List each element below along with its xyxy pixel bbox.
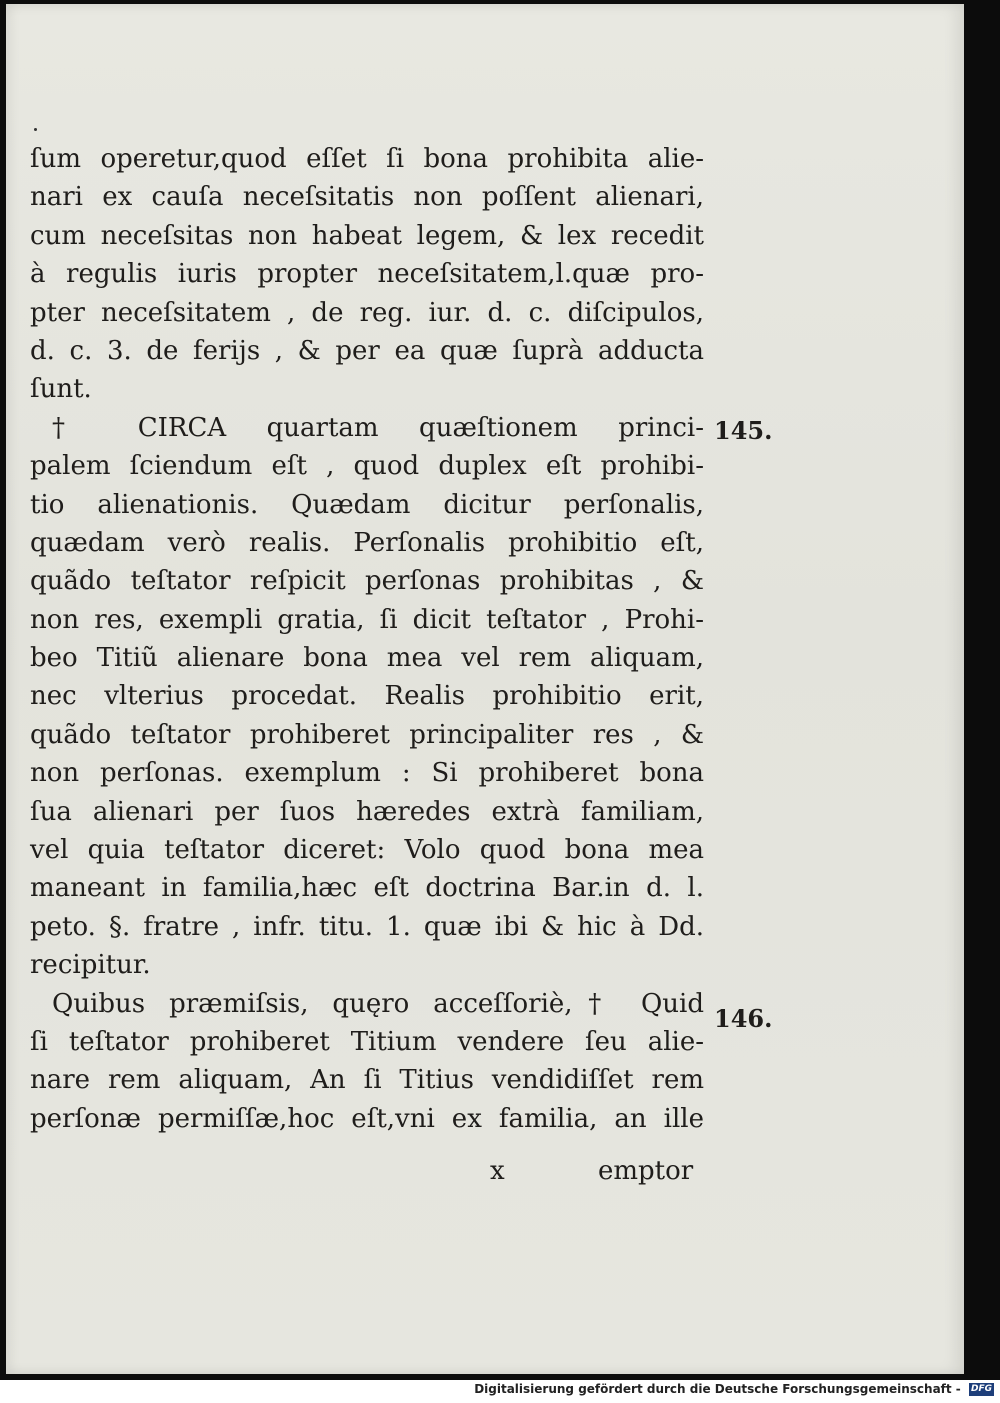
credit-text: Digitalisierung gefördert durch die Deutsche Forschungsgemeinschaft - bbox=[474, 1382, 961, 1396]
text-line: ſi teſtator prohiberet Titium vendere ſeu alie- bbox=[30, 1026, 704, 1057]
text-line: nare rem aliquam, An ſi Titius vendidiſſet rem bbox=[30, 1065, 704, 1096]
text-line: quãdo teſtator prohiberet principaliter res , & bbox=[30, 719, 704, 750]
text-line: † CIRCA quartam quæſtionem princi- bbox=[52, 412, 704, 443]
text-line: vel quia teſtator diceret: Volo quod bona mea bbox=[30, 835, 704, 866]
text-line: cum neceſsitas non habeat legem, & lex recedit bbox=[30, 220, 704, 251]
text-line: d. c. 3. de ferijs , & per ea quæ ſuprà adducta bbox=[30, 335, 704, 366]
text-line: quãdo teſtator reſpicit perſonas prohibitas , & bbox=[30, 566, 704, 597]
signature-mark: x bbox=[490, 1156, 505, 1186]
text-line: non res, exempli gratia, ſi dicit teſtator , Prohi- bbox=[30, 604, 704, 635]
text-line: maneant in familia,hæc eſt doctrina Bar.in d. l. bbox=[30, 873, 704, 904]
text-line: peto. §. fratre , infr. titu. 1. quæ ibi & hic à Dd. bbox=[30, 911, 704, 942]
text-line: beo Titiũ alienare bona mea vel rem aliquam, bbox=[30, 643, 704, 674]
text-line: pter neceſsitatem , de reg. iur. d. c. diſcipulos, bbox=[30, 297, 704, 328]
dfg-logo-icon: DFG bbox=[970, 1384, 992, 1394]
text-line: quædam verò realis. Perſonalis prohibitio eſt, bbox=[30, 527, 704, 558]
margin-number-145: 145. bbox=[714, 416, 773, 445]
margin-number-146: 146. bbox=[714, 1004, 773, 1033]
text-line: ſum operetur,quod eſſet ſi bona prohibita alie- bbox=[30, 144, 704, 174]
text-line: recipitur. bbox=[30, 950, 151, 981]
text-line: nec vlterius procedat. Realis prohibitio erit, bbox=[30, 681, 704, 712]
text-line: tio alienationis. Quædam dicitur perſonalis, bbox=[30, 489, 704, 520]
ink-dot bbox=[34, 128, 37, 131]
catchword: emptor bbox=[598, 1156, 694, 1186]
book-page bbox=[6, 4, 964, 1374]
text-line: ſua alienari per ſuos hæredes extrà familiam, bbox=[30, 796, 704, 827]
text-line: nari ex cauſa neceſsitatis non poſſent alienari, bbox=[30, 182, 704, 213]
text-line: perſonæ permiſſæ,hoc eſt,vni ex familia, an ille bbox=[30, 1103, 704, 1134]
text-line: non perſonas. exemplum : Si prohiberet bona bbox=[30, 758, 704, 789]
text-line: palem ſciendum eſt , quod duplex eſt prohibi- bbox=[30, 451, 704, 482]
text-line: ſunt. bbox=[30, 374, 92, 405]
body-text bbox=[30, 140, 704, 1138]
text-line: Quibus præmiſsis, quęro acceſſoriè,† Quid bbox=[52, 988, 704, 1019]
digitization-credit bbox=[0, 1382, 994, 1396]
text-line: à regulis iuris propter neceſsitatem,l.quæ pro- bbox=[30, 259, 704, 290]
